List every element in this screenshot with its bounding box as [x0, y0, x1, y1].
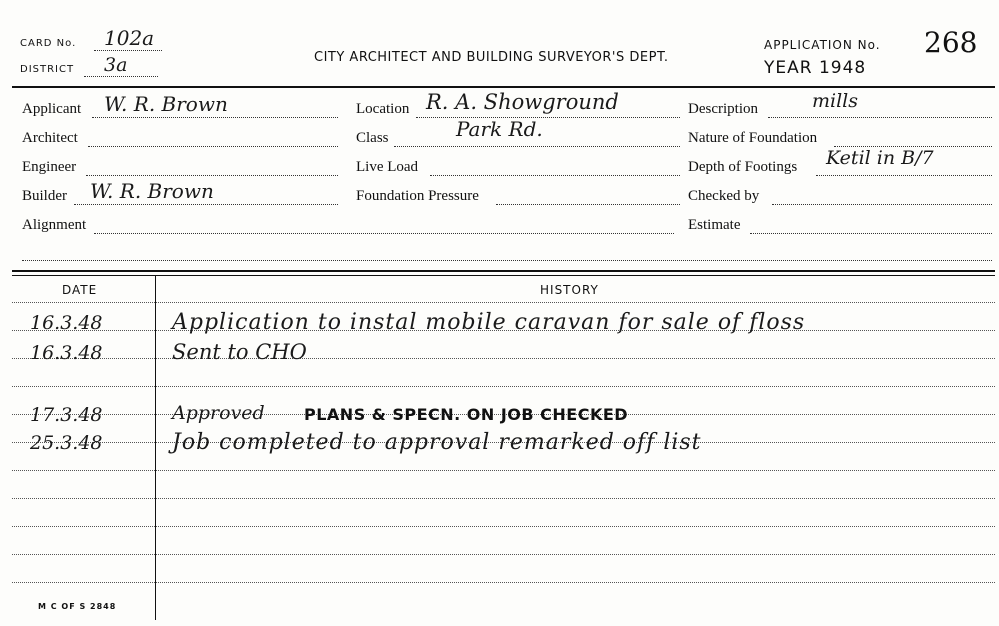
form-code: M C OF S 2848 [38, 602, 117, 611]
description-label: Description [688, 101, 758, 117]
architect-label: Architect [22, 130, 78, 146]
alignment-label: Alignment [22, 217, 87, 233]
location-value: R. A. Showground [426, 90, 619, 114]
history-entry-2-text: Sent to CHO [172, 340, 307, 364]
year-label: YEAR 1948 [764, 58, 867, 78]
live-load-label: Live Load [356, 159, 419, 175]
estimate-label: Estimate [688, 217, 741, 233]
engineer-label: Engineer [22, 159, 77, 175]
applicant-value: W. R. Brown [104, 92, 228, 116]
dept-title: CITY ARCHITECT AND BUILDING SURVEYOR'S DEPT. [314, 50, 669, 65]
description-value: mills [812, 90, 858, 112]
applicant-label: Applicant [22, 101, 82, 117]
foundation-pressure-label: Foundation Pressure [356, 188, 479, 204]
location-label: Location [356, 101, 410, 117]
history-entry-4-date: 25.3.48 [30, 432, 103, 454]
history-entry-1-text: Application to instal mobile caravan for sale of floss [172, 310, 806, 335]
history-entry-3-text: Approved [172, 402, 265, 424]
history-entry-4-text: Job completed to approval remarked off list [172, 430, 702, 455]
checked-stamp: PLANS & SPECN. ON JOB CHECKED [304, 405, 629, 424]
history-entry-2-date: 16.3.48 [30, 342, 103, 364]
header-divider [12, 86, 995, 88]
application-no-label: APPLICATION No. [764, 38, 881, 52]
district-value: 3a [104, 54, 128, 76]
date-column-header: DATE [62, 283, 98, 297]
builder-value: W. R. Brown [90, 179, 214, 203]
checked-by-label: Checked by [688, 188, 760, 204]
class-value: Park Rd. [456, 117, 543, 141]
history-top-rule [12, 270, 995, 272]
depth-of-footings-label: Depth of Footings [688, 159, 798, 175]
card-no-label: CARD No. [20, 38, 77, 49]
depth-of-footings-value: Ketil in B/7 [826, 147, 934, 169]
application-no-value: 268 [924, 26, 978, 59]
history-entry-3-date: 17.3.48 [30, 404, 103, 426]
nature-of-foundation-label: Nature of Foundation [688, 130, 818, 146]
builder-label: Builder [22, 188, 67, 204]
district-label: DISTRICT [20, 64, 75, 75]
class-label: Class [356, 130, 389, 146]
history-top-rule-2 [12, 275, 995, 276]
history-entry-1-date: 16.3.48 [30, 312, 103, 334]
date-history-divider [155, 276, 156, 620]
card-no-value: 102a [104, 26, 155, 50]
history-column-header: HISTORY [540, 283, 599, 297]
